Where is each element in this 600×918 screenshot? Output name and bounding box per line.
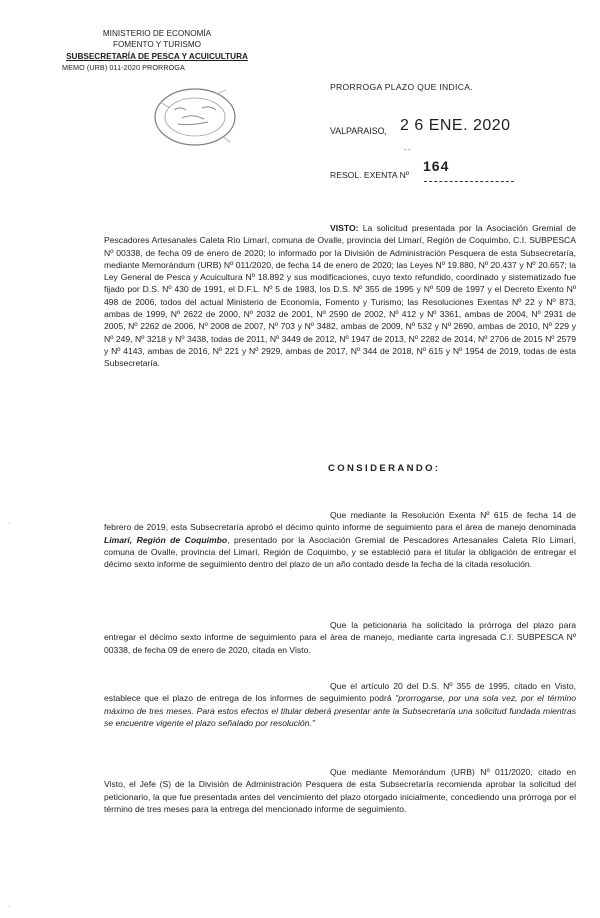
p1-area-name: Limarí, Región de Coquimbo [104,534,228,545]
p1-text-start: Que mediante la Resolución Exenta Nº 615 de fecha 14 de febrero de 2019, esta Subsecretaría aprobó el décimo quinto informe de seguimiento para el área de manejo denominada [104,510,576,533]
office-stamp [152,86,238,148]
considerando-paragraph-3 [104,680,576,729]
date-stamp: 2 6 ENE. 2020 [400,117,511,134]
visto-text: La solicitud presentada por la Asociación Gremial de Pescadores Artesanales Caleta Río Limarí, comuna de Ovalle, provincia del Limarí, Región de Coquimbo, C.I. SUBPESCA Nº 00338, de fecha 09 de enero de 2020; lo informado por la División de Administración Pesquera de esta Subsecretaría, mediante Memorándum (URB) Nº 011/2020, de fecha 14 de enero de 2020; las Leyes Nº 19.880, Nº 20.437 y Nº 20.657; la Ley General de Pesca y Acuicultura Nº 18.892 y sus modificaciones, cuyo texto refundido, coordinado y sistematizado fue fijado por D.S. Nº 430 de 1991, el D.F.L. Nº 5 de 1983, los D.S. Nº 355 de 1995 y Nº 509 de 1997 y el Decreto Exento Nº 498 de 2006, todos del actual Ministerio de Economía, Fomento y Turismo; las Resoluciones Exentas Nº 22 y Nº 873, ambas de 1999, Nº 2622 de 2000, Nº 2032 de 2001, Nº 2590 de 2002, Nº 412 y Nº 3361, ambas de 2004, Nº 2931 de 2005, Nº 2262 de 2006, Nº 2008 de 2007, Nº 703 y Nº 3482, ambas de 2009, Nº 532 y Nº 2690, ambas de 2010, Nº 229 y Nº 249, Nº 3218 y Nº 3438, todas de 2011, Nº 3449 de 2012, Nº 1947 de 2013, Nº 2282 de 2014, Nº 2706 de 2015 Nº 2579 y Nº 4143, ambas de 2016, Nº 221 y Nº 2929, ambas de 2017, Nº 344 de 2018, Nº 615 y Nº 1954 de 2019, todas de esta Subsecretaría. [104,223,576,369]
ministry-name: MINISTERIO DE ECONOMÍA [102,29,212,38]
p3-quote: "prorrogarse, por una sola vez, por el término máximo de tres meses. Para estos efectos el titular deberá presentar ante la Subsecretaría una solicitud fundada mientras se encuentre vigente el plazo señalado por resolución." [104,693,577,728]
visto-label: VISTO: [330,223,359,233]
resolution-underline [424,181,514,182]
place-label: VALPARAISO, [330,126,387,136]
document-subject: PRORROGA PLAZO QUE INDICA. [330,82,473,92]
date-marks: - - [404,147,411,154]
resolution-label: RESOL. EXENTA Nº [330,170,409,180]
memo-reference: MEMO (URB) 011-2020 PRORROGA [62,63,185,73]
considerando-heading: CONSIDERANDO: [328,463,441,474]
considerando-paragraph-4: Que mediante Memorándum (URB) Nº 011/2020, citado en Visto, el Jefe (S) de la División de Administración Pesquera de esta Subsecretaría recomienda aprobar la solicitud del peticionario, la que fue presentada antes del vencimiento del plazo otorgado inicialmente, concediendo una prórroga por el término de tres meses para la entrega del mencionado informe de seguimiento. [104,767,576,814]
margin-mark: · [8,520,11,527]
margin-mark: · [8,903,11,910]
p3-text-start: Que el artículo 20 del D.S. Nº 355 de 1995, citado en Visto, establece que el plazo de entrega de los informes de seguimiento podrá [104,681,576,704]
ministry-subtitle: FOMENTO Y TURISMO [112,40,202,50]
p1-text-end: , presentado por la Asociación Gremial de Pescadores Artesanales Caleta Río Limarí, comuna de Ovalle, provincia del Limarí, Región de Coquimbo, y se estableció para el titular la obligación de entregar el décimo sexto informe de seguimiento dentro del plazo de un año contado desde la fecha de la citada resolución. [104,534,576,570]
subsecretariat-name: SUBSECRETARÍA DE PESCA Y ACUICULTURA [66,51,248,61]
visto-paragraph [104,222,576,370]
considerando-paragraph-1 [104,509,576,570]
resolution-number: 164 [423,158,450,174]
considerando-paragraph-2: Que la peticionaria ha solicitado la prórroga del plazo para entregar el décimo sexto informe de seguimiento para el área de manejo, mediante carta ingresada C.I. SUBPESCA Nº 00338, de fecha 09 de enero de 2020, citada en Visto. [104,620,576,655]
letterhead [62,28,252,74]
